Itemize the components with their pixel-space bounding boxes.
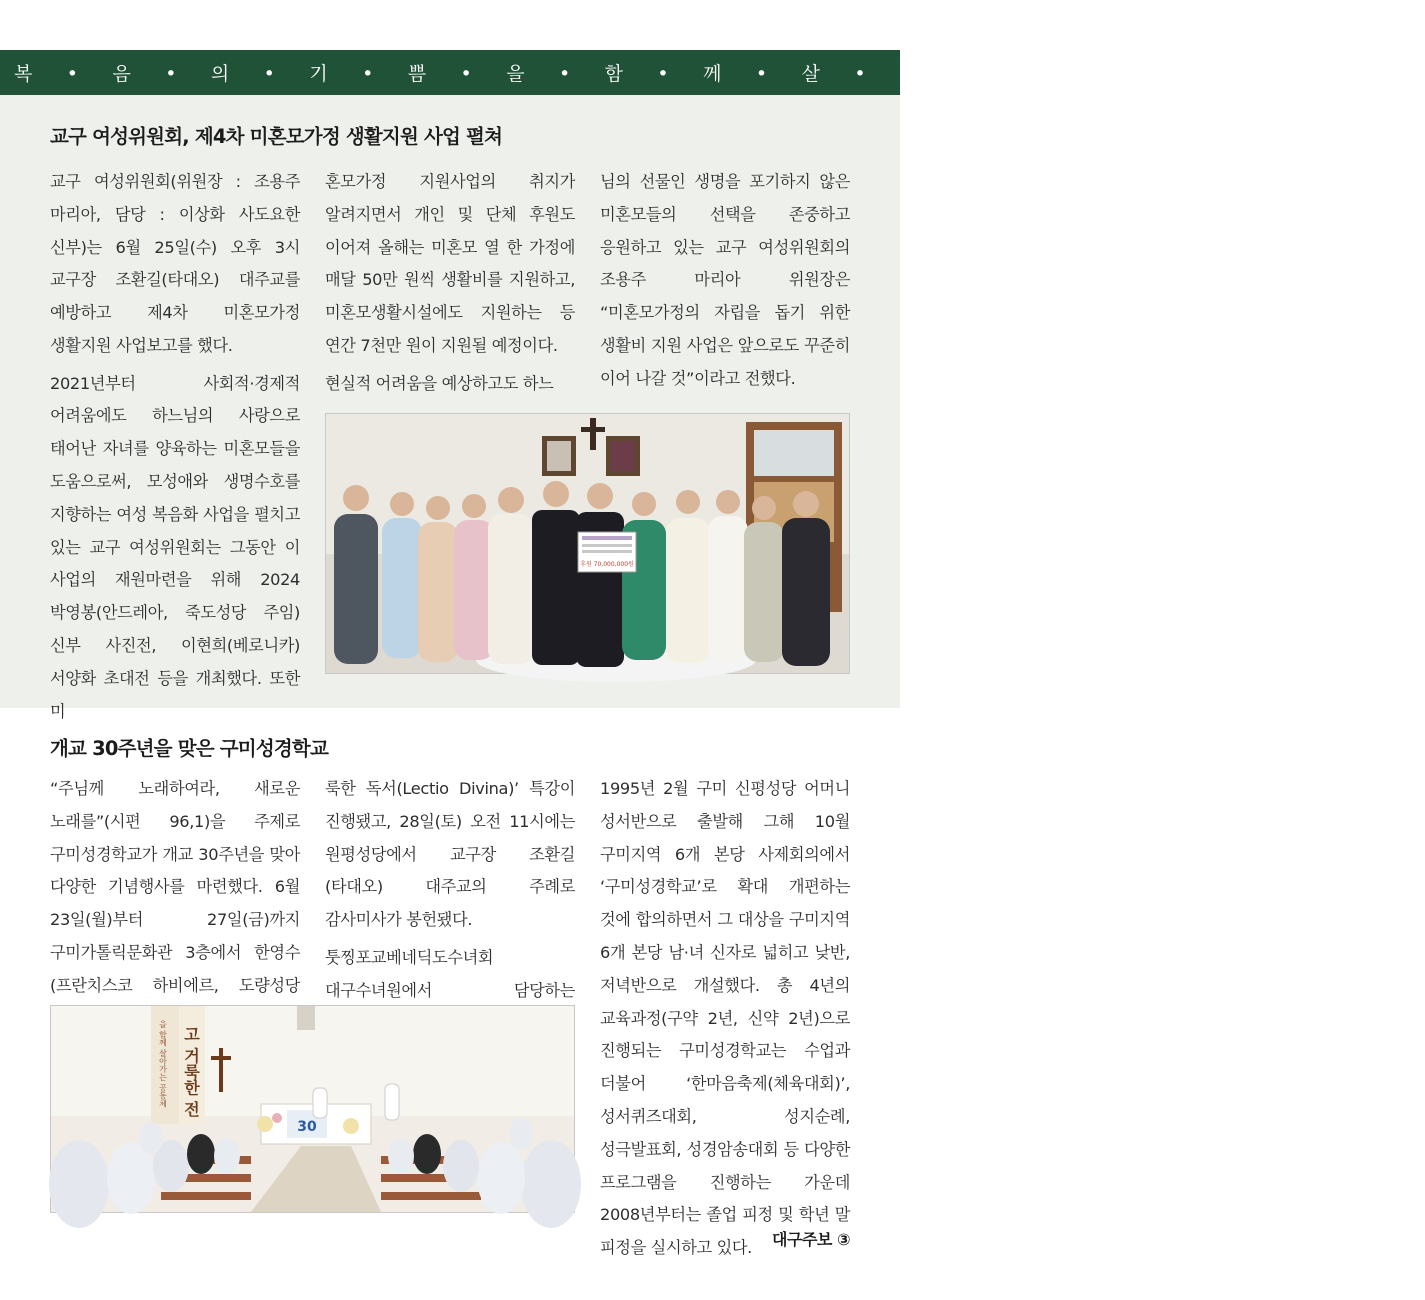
anniversary-number: 30 (297, 1119, 317, 1135)
article-1-col2-para-2: 현실적 어려움을 예상하고도 하느 (325, 373, 554, 393)
article-2-col1-para-1: “주님께 노래하여라, 새로운 노래를”(시편 96,1)을 주제로 구미성경학교가 개교 30주년을 맞아 다양한 기념행사를 마련했다. 6월 23일(월)부터 27일(금)까지 구미가톨릭문화관 3층에서 한영수(프란치스코 하비에르, 도량성당 (50, 779, 300, 995)
article-1-col3-para-1: 님의 선물인 생명을 포기하지 않은 미혼모들의 선택을 존중하고 응원하고 있는 교구 여성위원회의 조용주 마리아 위원장은 “미혼모가정의 자립을 돕기 위한 생활비 지원 사업은 앞으로도 꾸준히 이어 나갈 것”이라고 전했다. (600, 172, 850, 388)
banner-slogan: 복 • 음 • 의 • 기 • 쁨 • 을 • 함 • 께 • 살 • 아 • 가 • 는 • 공 • 동 • 체 (14, 63, 1425, 85)
article-1-column-1 (50, 166, 300, 733)
header-banner (0, 50, 1425, 95)
church-mass-photo (50, 1005, 575, 1213)
photo-sign-text: 후원 70,000,000원 (580, 561, 634, 568)
group-photo (325, 413, 850, 674)
article-1-title: 교구 여성위원회, 제4차 미혼모가정 생활지원 사업 펼쳐 (50, 125, 503, 148)
page-footer: 대구주보 ③ (772, 1230, 850, 1249)
article-2-column-3 (600, 773, 850, 1270)
banner-small-text: 을 함께 살아가는 공동체 (158, 1020, 168, 1108)
article-2-col3-para-1: 1995년 2월 구미 신평성당 어머니 성서반으로 출발해 그해 10월 구미지역 6개 본당 사제회의에서 ‘구미성경학교’로 확대 개편하는 것에 합의하면서 그 대상을 구미지역 6개 본당 남·녀 신자로 넓히고 낮반, 저녁반으로 개설했다. 총 4년의 교육과정(구약 2년, 신약 2년)으로 진행되는 구미성경학교는 수업과 더불어 ‘한마음축제(체육대회)’, 성서퀴즈대회, 성지순례, 성극발표회, 성경암송대회 등 다양한 프로그램을 진행하는 가운데 2008년부터는 졸업 피정 및 학년 말 피정을 실시하고 있다. (600, 779, 850, 1258)
article-1-col2-para-1: 혼모가정 지원사업의 취지가 알려지면서 개인 및 단체 후원도 이어져 올해는 미혼모 열 한 가정에 매달 50만 원씩 생활비를 지원하고, 미혼모생활시설에도 지원하는 등 연간 7천만 원이 지원될 예정이다. (325, 172, 575, 355)
article-1-col1-para-2: 2021년부터 사회적·경제적 어려움에도 하느님의 사랑으로 태어난 자녀를 양육하는 미혼모들을 도움으로써, 모성애와 생명수호를 지향하는 여성 복음화 사업을 펼치고 있는 교구 여성위원회는 그동안 이 사업의 재원마련을 위해 2024 박영봉(안드레아, 죽도성당 주임) 신부 사진전, 이현희(베로니카) 서양화 초대전 등을 개최했다. 또한 미 (50, 373, 300, 721)
article-2-col2-para-1: 룩한 독서(Lectio Divina)’ 특강이 진행됐고, 28일(토) 오전 11시에는 원평성당에서 교구장 조환길(타대오) 대주교의 주례로 감사미사가 봉헌됐다. (325, 779, 575, 930)
article-2-title: 개교 30주년을 맞은 구미성경학교 (50, 737, 328, 760)
article-1-col1-para-1: 교구 여성위원회(위원장 : 조용주 마리아, 담당 : 이상화 사도요한 신부)는 6월 25일(수) 오후 3시 교구장 조환길(타대오) 대주교를 예방하고 제4차 미혼모가정 생활지원 사업보고를 했다. (50, 172, 300, 355)
article-2-column-1 (50, 773, 300, 1040)
banner-large-text: 고 거룩한 전 (181, 1026, 201, 1118)
article-1-column-2 (325, 166, 575, 405)
article-1-column-3 (600, 166, 850, 400)
article-2-col2-para-2: 툿찡포교베네딕도수녀회 대구수녀원에서 담당하는 (325, 947, 575, 1000)
